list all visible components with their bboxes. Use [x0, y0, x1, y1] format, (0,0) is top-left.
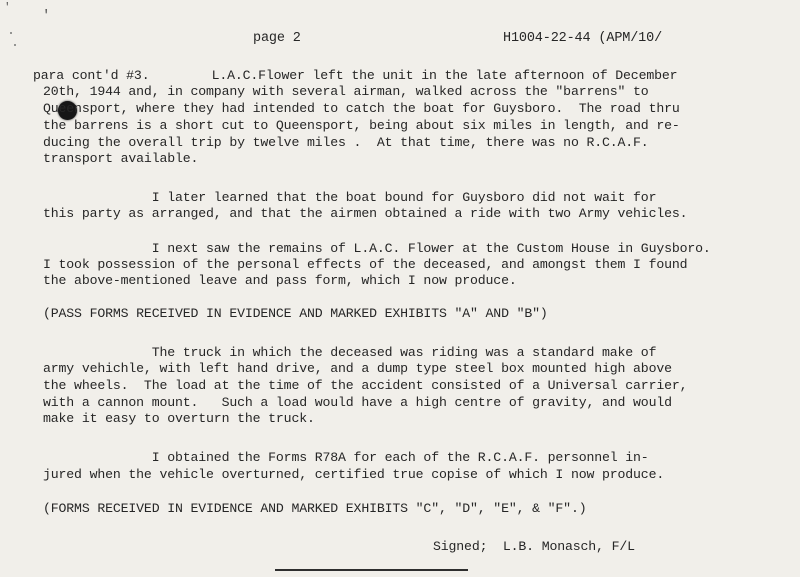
text-line: with a cannon mount. Such a load would have a high centre of gravity, and would — [43, 395, 672, 410]
margin-scribble: ' — [42, 8, 51, 24]
text-line: I took possession of the personal effects of the deceased, and amongst them I found — [43, 257, 688, 272]
text-line: the wheels. The load at the time of the accident consisted of a Universal carrier, — [43, 378, 688, 393]
text-line: para cont'd #3. L.A.C.Flower left the unit in the late afternoon of December — [33, 68, 678, 83]
file-reference: H1004-22-44 (APM/10/ — [503, 31, 663, 46]
text-line: I obtained the Forms R78A for each of the R.C.A.F. personnel in- — [43, 450, 649, 465]
text-line: 20th, 1944 and, in company with several airman, walked across the "barrens" to — [43, 84, 649, 99]
text-line: jured when the vehicle overturned, certified true copise of which I now produce. — [43, 467, 665, 482]
text-line: this party as arranged, and that the airmen obtained a ride with two Army vehicles. — [43, 206, 688, 221]
paper-speck — [14, 44, 16, 46]
text-line: I next saw the remains of L.A.C. Flower at the Custom House in Guysboro. — [43, 241, 711, 256]
signature-line: Signed; L.B. Monasch, F/L — [433, 539, 635, 554]
paper-speck — [10, 32, 12, 34]
text-line: ducing the overall trip by twelve miles . At that time, there was no R.C.A.F. — [43, 135, 649, 150]
exhibit-note: (FORMS RECEIVED IN EVIDENCE AND MARKED EXHIBITS "C", "D", "E", & "F".) — [43, 501, 587, 516]
text-line: the above-mentioned leave and pass form, which I now produce. — [43, 273, 517, 288]
page-number: page 2 — [253, 31, 301, 46]
bottom-rule — [275, 569, 468, 571]
text-line: The truck in which the deceased was riding was a standard make of — [43, 345, 657, 360]
exhibit-note: (PASS FORMS RECEIVED IN EVIDENCE AND MARKED EXHIBITS "A" AND "B") — [43, 306, 548, 321]
text-line: I later learned that the boat bound for Guysboro did not wait for — [43, 190, 657, 205]
margin-scribble: ' — [4, 2, 11, 14]
text-line: Queensport, where they had intended to catch the boat for Guysboro. The road thru — [43, 101, 680, 116]
text-line: transport available. — [43, 151, 199, 166]
text-line: the barrens is a short cut to Queensport, being about six miles in length, and re- — [43, 118, 680, 133]
text-line: make it easy to overturn the truck. — [43, 411, 315, 426]
text-line: army vehichle, with left hand drive, and a dump type steel box mounted high above — [43, 361, 672, 376]
